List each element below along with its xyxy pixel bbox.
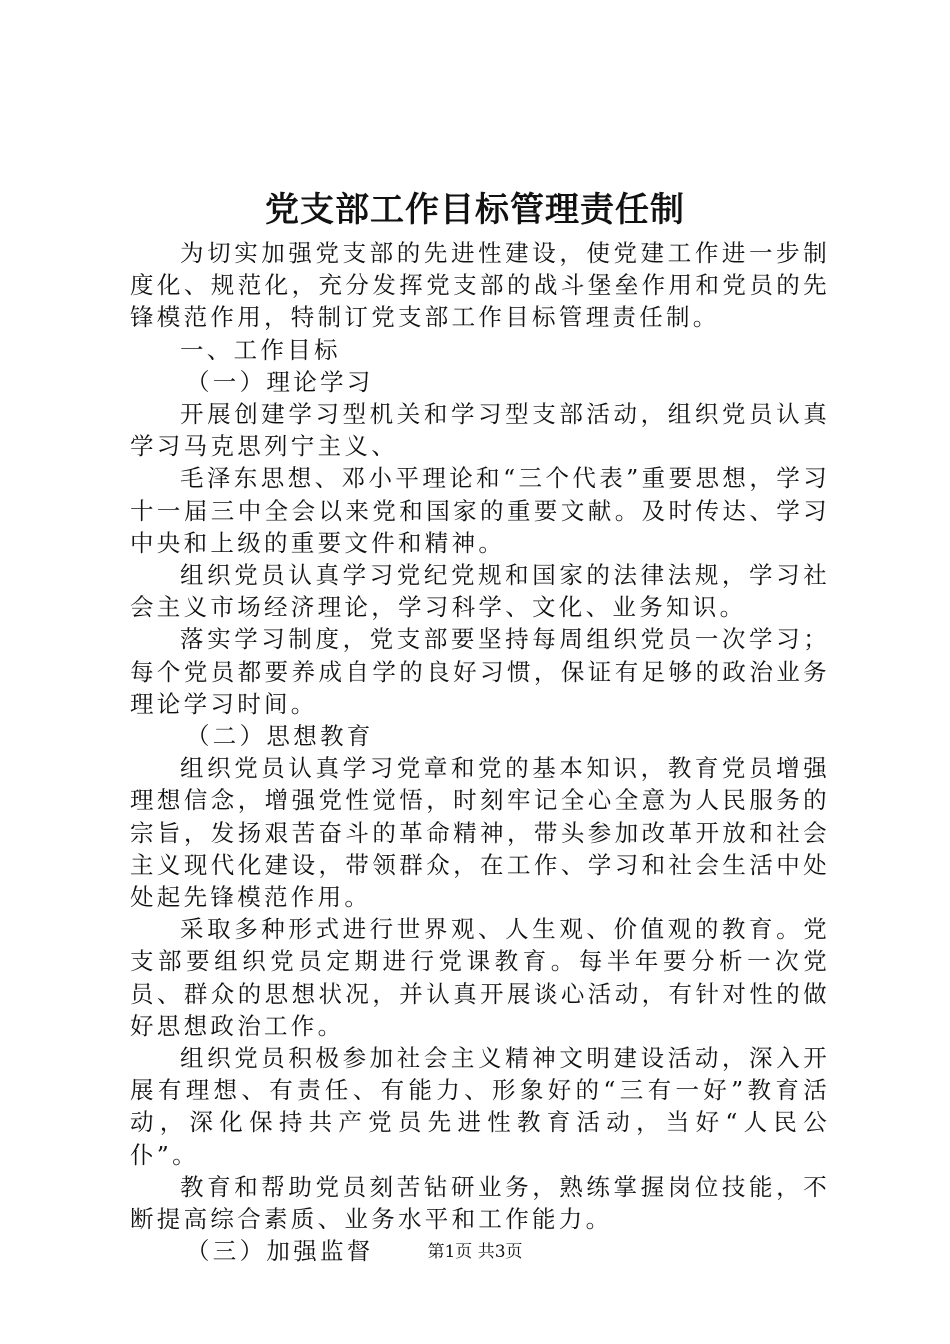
paragraph: 教育和帮助党员刻苦钻研业务，熟练掌握岗位技能，不断提高综合素质、业务水平和工作能力。	[130, 1172, 830, 1234]
paragraph: 开展创建学习型机关和学习型支部活动，组织党员认真学习马克思列宁主义、	[130, 400, 830, 461]
paragraph: 组织党员认真学习党纪党规和国家的法律法规，学习社会主义市场经济理论，学习科学、文化、业务知识。	[130, 561, 830, 622]
subsection-heading-theory-study: （一）理论学习	[186, 367, 374, 396]
page-footer: 第1页 共3页	[427, 1242, 523, 1262]
paragraph-intro: 为切实加强党支部的先进性建设，使党建工作进一步制度化、规范化，充分发挥党支部的战斗堡垒作用和党员的先锋模范作用，特制订党支部工作目标管理责任制。	[130, 239, 830, 332]
subsection-heading-ideological-education: （二）思想教育	[186, 722, 374, 751]
paragraph: 毛泽东思想、邓小平理论和“三个代表”重要思想，学习十一届三中全会以来党和国家的重要文献。及时传达、学习中央和上级的重要文件和精神。	[130, 464, 830, 557]
paragraph: 组织党员积极参加社会主义精神文明建设活动，深入开展有理想、有责任、有能力、形象好的“三有一好”教育活动，深化保持共产党员先进性教育活动，当好“人民公仆”。	[130, 1044, 830, 1169]
paragraph: 组织党员认真学习党章和党的基本知识，教育党员增强理想信念，增强党性觉悟，时刻牢记全心全意为人民服务的宗旨，发扬艰苦奋斗的革命精神，带头参加改革开放和社会主义现代化建设，带领群众，在工作、学习和社会生活中处处起先锋模范作用。	[130, 754, 830, 912]
document-title: 党支部工作目标管理责任制	[265, 190, 685, 230]
paragraph: 落实学习制度，党支部要坚持每周组织党员一次学习；每个党员都要养成自学的良好习惯，保证有足够的政治业务理论学习时间。	[130, 625, 830, 718]
subsection-heading-supervision: （三）加强监督	[186, 1237, 374, 1266]
section-heading-work-goals: 一、工作目标	[180, 335, 341, 364]
document-body	[130, 237, 830, 1268]
paragraph: 采取多种形式进行世界观、人生观、价值观的教育。党支部要组织党员定期进行党课教育。每半年要分析一次党员、群众的思想状况，并认真开展谈心活动，有针对性的做好思想政治工作。	[130, 915, 830, 1040]
